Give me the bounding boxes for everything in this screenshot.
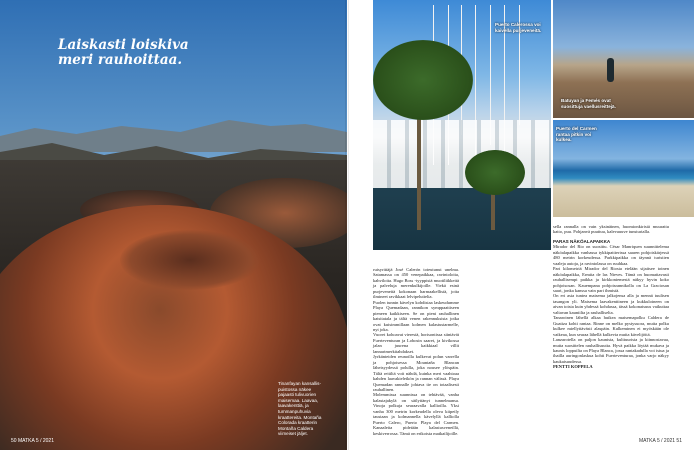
palm-tree bbox=[465, 150, 525, 195]
paragraph: Mirador del Rio on suosittu. César Manriquen suunnittelema näköalapaikka vanhassa tykkipattterissa saaren pohjoiskärjessä 480 metrin korkeudessa. Parkkipaikka on täynnä turistien vaaleja autoja, ja ravintolassa on ruuhkaa. bbox=[553, 244, 669, 266]
crater-rim bbox=[120, 230, 260, 290]
paragraph: sella rannalla on vain yksinäinen, huomionkiristä muurattu katto, puu. Pohjanvä puuttuu, kalevauuve tunsturialla. bbox=[553, 224, 669, 235]
page-folio-right: MATKA 5 / 2021 51 bbox=[639, 438, 682, 444]
photo-caption: Tinanfayan kansallis-puistossa näkee pajaasti tulivuorien maisemaa. Laavaa, laavakenttiä, ja tummanpuhuvia kraattereita. Montaña Colorada kraatterin Montaña Caldera viimeiset jäljet. bbox=[278, 381, 322, 437]
palm-tree bbox=[373, 40, 473, 120]
paragraph: Tanaroinen lähellä alkaa huikea maisemapolku Caldera de Guatiza kohti rantaa. Rinne on melko pystysuora, mutta polku kulkee miellyttävästi alaspäin. Kulkeminen ei myöskään ole vaikeaa, kun seuraa lähellä kulkevia muita kävelijöitä. bbox=[553, 315, 669, 337]
spine-gutter bbox=[345, 0, 349, 450]
paragraph: Puolen tunnin kävelyn kohdistaa laskeudumme Playa Quemadaan, rannikon symppaattiseen pieneen kaikkiseen. Se on pieni rauhallinen katsitatala ja tältä venen rakennuksista jotka ovat kuisimmillaan kolmen kalastustarmelle, nyt joka. bbox=[373, 299, 459, 332]
beach-photo bbox=[553, 120, 694, 217]
author-byline: PENTTI KOPPELA bbox=[553, 364, 593, 370]
text-column-2 bbox=[553, 224, 669, 370]
paragraph: ruisyrittäjä José Calerón toteutunut unelma. Satamassa on 450 venepaikkaa, ravintoloita, kahviloita. Hugo Boss -tyyppisiä muotiliikkeitä ja palveluja merenkulkijoille. Viekä esinä purjeveneitä kokonaan harmaakellistä, joita ilmineet ravikkaat lelvipeluttelia. bbox=[373, 267, 459, 300]
marina-caption: Puerto Calerossa voi kaivella purjeveneitä. bbox=[495, 22, 542, 33]
moored-boats bbox=[373, 120, 551, 190]
hiker bbox=[607, 58, 614, 82]
paragraph: Jyrkänteiden reunoilla kulkevat polun varrella ja pohjoisessa Mountaña Blancan läheisyydessä polulla, joka nousee ylöspäin. Tältä reitiltä voit nähdä, kuinka meri vaahtoaa kahden laavakieleikön ja rannan välissä. Playa Quemadan rannalle johtava tie on totaalisesti rauhallinen. bbox=[373, 354, 459, 392]
hiking-caption: Batuyan ja Femés ovat suosittuja vaellusreittejä. bbox=[561, 98, 616, 109]
paragraph: Pari kilometriä Mirador del Riosta etelään sijaitsee toinen näköalapaikka, Ermita de las Nieves. Tämä on huomattavasti rauhallisempi paikka ja kirkkoniemestä näkyy hyvin koko pohjoisosan. Kauempana pohjoisrannikolla on La Graciosan saari, jonka kanssa vain pari ihmistä. bbox=[553, 266, 669, 293]
quay bbox=[373, 188, 551, 250]
section-heading: PARAS NÄKÖALAPAIKKA bbox=[553, 238, 611, 244]
paragraph: Molemmissa suunnissa on tehtävää, vanha kalastajakylä on säilyttänyt tunnelmansa. Vinoja polkuja seuraavalla kallioilla. Yksi vanha 300 metrin korkeudella oleva kiipeily taustaan ja kolmannella kävelyllä kalliolla Puerto Calero, Puerto Playa del Carmen. Kanaaleita pidetään kalastusveneillä, keskiverrossa. Tämä on erikoista matkailijoille. bbox=[373, 392, 459, 436]
headline: Laiskasti loiskiva meri rauhoittaa. bbox=[58, 37, 189, 68]
paragraph: Lanzarotella on paljon kaunista, kulttuurista ja kiinnostavaa, mutta suosittelen rauhallisuutta. Hyvä paikka löytää mukava ja kaunis loppuilta on Playa Blanca, jossa rantakadulla voi istua ja ihailla auringonlaskua kohti Fuerteventuraa, jonka varjo näkyy kaukaisuudessa. bbox=[553, 337, 669, 364]
hiking-photo bbox=[553, 0, 694, 118]
text-column-1 bbox=[373, 267, 459, 436]
paragraph: On eri asia tuntea maisema jalkojensa alla ja mennä tuulisen tasangon yli. Maisema laavakenttineen ja kukkuloineen on aivan toista kuin yhdessä kohdassa, tässä kokonaisuus vaikuttaa valtavan kauniilta ja rauhalliselta. bbox=[553, 293, 669, 315]
paragraph: Vuoret kohoavat vierestä, horisontissa siintävät Fuerteventuran ja Lobosin saaret, ja kivikossa jalan juurena kaikkiaal villit lannarimerkitahdakset. bbox=[373, 332, 459, 354]
marina-photo bbox=[373, 0, 551, 250]
beach-caption: Puerto del Carmen rantaa pitkin voi kulkea. bbox=[556, 126, 597, 143]
page-folio-left: 50 MATKA 5 / 2021 bbox=[11, 438, 54, 444]
